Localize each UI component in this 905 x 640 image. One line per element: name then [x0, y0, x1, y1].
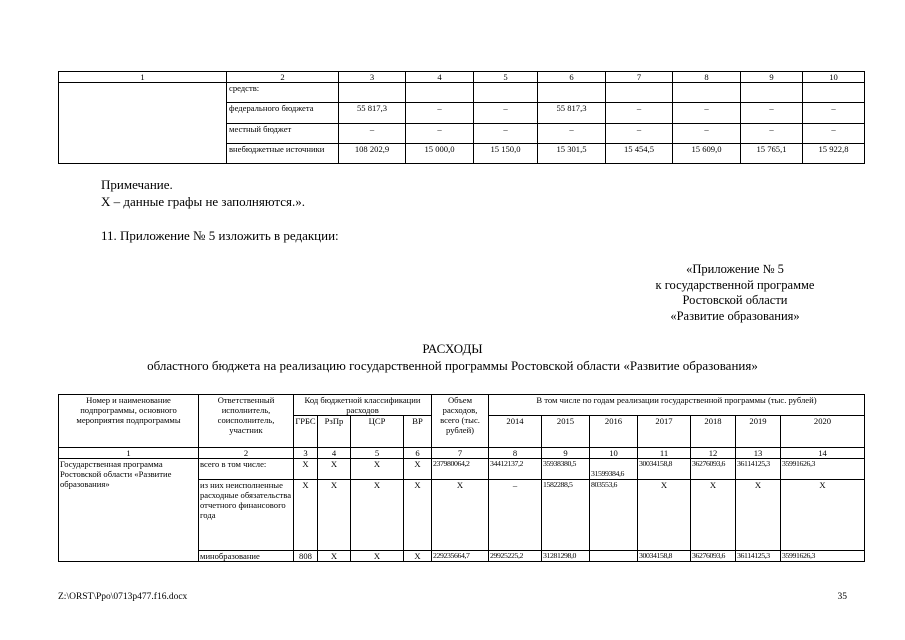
table-cell: –	[474, 103, 538, 123]
col-number: 13	[736, 448, 781, 459]
table-cell: 15 609,0	[673, 143, 741, 163]
col-number: 3	[339, 72, 406, 83]
col-number: 10	[803, 72, 865, 83]
col-number: 5	[474, 72, 538, 83]
table-cell: –	[803, 103, 865, 123]
table-cell: 30034158,8	[638, 551, 691, 562]
header-grbs: ГРБС	[294, 416, 318, 448]
table-cell: Х	[404, 480, 432, 551]
table-cell: 55 817,3	[538, 103, 606, 123]
table-cell: 15 301,5	[538, 143, 606, 163]
col-number: 4	[318, 448, 351, 459]
table-cell: –	[803, 123, 865, 143]
col-number: 2	[199, 448, 294, 459]
table-cell: 30034158,8	[638, 459, 691, 480]
row-label: внебюджетные источники	[227, 143, 339, 163]
table-cell: 29925225,2	[489, 551, 542, 562]
header-csr: ЦСР	[351, 416, 404, 448]
table-cell	[406, 83, 474, 103]
table-cell: Х	[404, 551, 432, 562]
header-volume: Объем расходов, всего (тыс. рублей)	[432, 395, 489, 448]
col-number: 6	[538, 72, 606, 83]
col-number: 9	[741, 72, 803, 83]
header-year: 2020	[781, 416, 865, 448]
appendix-line: Ростовской области	[682, 293, 788, 307]
table-cell	[741, 83, 803, 103]
header-year: 2014	[489, 416, 542, 448]
expenses-table	[58, 394, 865, 562]
appendix-line: «Приложение № 5	[686, 262, 784, 276]
note-text: Х – данные графы не заполняются.».	[101, 194, 306, 209]
table-cell: Х	[638, 480, 691, 551]
page-number: 35	[837, 592, 847, 602]
table-cell: 36114125,3	[736, 551, 781, 562]
empty-cell	[59, 83, 227, 164]
table-cell: Х	[318, 551, 351, 562]
col-number: 7	[606, 72, 673, 83]
row-label: средств:	[227, 83, 339, 103]
header-year: 2019	[736, 416, 781, 448]
table-cell: –	[406, 103, 474, 123]
col-number: 6	[404, 448, 432, 459]
footer-file-path: Z:\ORST\Ppo\0713p477.f16.docx	[58, 592, 188, 602]
responsible-cell: из них неисполненные расходные обязательства отчетного финансового года	[199, 480, 294, 551]
appendix-heading	[625, 262, 845, 324]
table-cell: 108 202,9	[339, 143, 406, 163]
table-cell	[673, 83, 741, 103]
item-11-text: 11. Приложение № 5 изложить в редакции:	[101, 228, 339, 243]
table-cell: 31599384,6	[590, 459, 638, 480]
header-name: Номер и наименование подпрограммы, основного мероприятия подпрограммы	[59, 395, 199, 448]
table-cell: Х	[318, 480, 351, 551]
col-number: 4	[406, 72, 474, 83]
table-cell: Х	[318, 459, 351, 480]
col-number: 2	[227, 72, 339, 83]
table-cell: Х	[736, 480, 781, 551]
table-cell: –	[606, 123, 673, 143]
table-cell: 229235664,7	[432, 551, 489, 562]
col-number: 11	[638, 448, 691, 459]
col-number: 12	[691, 448, 736, 459]
table-cell: 15 150,0	[474, 143, 538, 163]
header-year: 2017	[638, 416, 691, 448]
table-cell: Х	[351, 480, 404, 551]
table-cell: 34412137,2	[489, 459, 542, 480]
table-cell: Х	[351, 459, 404, 480]
table-cell	[803, 83, 865, 103]
table-cell: 15 000,0	[406, 143, 474, 163]
table-cell: Х	[351, 551, 404, 562]
table-cell	[606, 83, 673, 103]
table-cell	[339, 83, 406, 103]
row-label: федерального бюджета	[227, 103, 339, 123]
program-name: Государственная программа Ростовской области «Развитие образования»	[59, 459, 199, 562]
col-number: 8	[489, 448, 542, 459]
table-cell: –	[606, 103, 673, 123]
table-cell: 15 454,5	[606, 143, 673, 163]
table-cell: Х	[781, 480, 865, 551]
table-cell: –	[474, 123, 538, 143]
table-cell: 35938380,5	[542, 459, 590, 480]
header-rzpr: РзПр	[318, 416, 351, 448]
table-cell: –	[489, 480, 542, 551]
table-cell: –	[406, 123, 474, 143]
continuation-table	[58, 71, 865, 164]
table-cell: 15 765,1	[741, 143, 803, 163]
col-number: 14	[781, 448, 865, 459]
table-cell: 803553,6	[590, 480, 638, 551]
table-cell: 55 817,3	[339, 103, 406, 123]
table-cell: –	[673, 103, 741, 123]
header-years: В том числе по годам реализации государственной программы (тыс. рублей)	[489, 395, 865, 416]
table-cell: –	[339, 123, 406, 143]
table-cell: 15 922,8	[803, 143, 865, 163]
table-cell: –	[741, 103, 803, 123]
appendix-line: к государственной программе	[655, 277, 815, 292]
table-cell: 31281298,0	[542, 551, 590, 562]
table-row	[59, 83, 865, 103]
responsible-cell: минобразование	[199, 551, 294, 562]
col-number: 1	[59, 448, 199, 459]
header-year: 2016	[590, 416, 638, 448]
document-subtitle: областного бюджета на реализацию государственной программы Ростовской области «Развитие образования»	[147, 358, 758, 373]
table-header-row	[59, 395, 865, 416]
table-cell: 1582288,5	[542, 480, 590, 551]
table-cell: –	[741, 123, 803, 143]
responsible-cell: всего в том числе:	[199, 459, 294, 480]
table-cell: 36276093,6	[691, 551, 736, 562]
header-year: 2018	[691, 416, 736, 448]
col-number: 3	[294, 448, 318, 459]
header-year: 2015	[542, 416, 590, 448]
table-cell: Х	[294, 480, 318, 551]
table-cell: 35991626,3	[781, 459, 865, 480]
col-number: 7	[432, 448, 489, 459]
col-number: 5	[351, 448, 404, 459]
table-cell: 36114125,3	[736, 459, 781, 480]
document-title: РАСХОДЫ	[422, 341, 483, 356]
header-responsible: Ответственный исполнитель, соисполнитель, участник	[199, 395, 294, 448]
col-number: 8	[673, 72, 741, 83]
table-header-row	[59, 72, 865, 83]
column-number-row	[59, 448, 865, 459]
table-cell: Х	[432, 480, 489, 551]
note-title: Примечание.	[101, 177, 173, 192]
table-cell: 808	[294, 551, 318, 562]
appendix-line: «Развитие образования»	[670, 308, 800, 323]
table-cell	[474, 83, 538, 103]
table-cell: Х	[404, 459, 432, 480]
header-budget-code: Код бюджетной классификации расходов	[294, 395, 432, 416]
row-label: местный бюджет	[227, 123, 339, 143]
table-cell: Х	[294, 459, 318, 480]
table-cell: 36276093,6	[691, 459, 736, 480]
table-cell: 35991626,3	[781, 551, 865, 562]
table-cell: 237980064,2	[432, 459, 489, 480]
header-vr: ВР	[404, 416, 432, 448]
col-number: 9	[542, 448, 590, 459]
table-row	[59, 459, 865, 480]
col-number: 1	[59, 72, 227, 83]
table-cell: –	[538, 123, 606, 143]
table-cell	[538, 83, 606, 103]
table-cell	[590, 551, 638, 562]
table-cell: –	[673, 123, 741, 143]
table-cell: Х	[691, 480, 736, 551]
col-number: 10	[590, 448, 638, 459]
